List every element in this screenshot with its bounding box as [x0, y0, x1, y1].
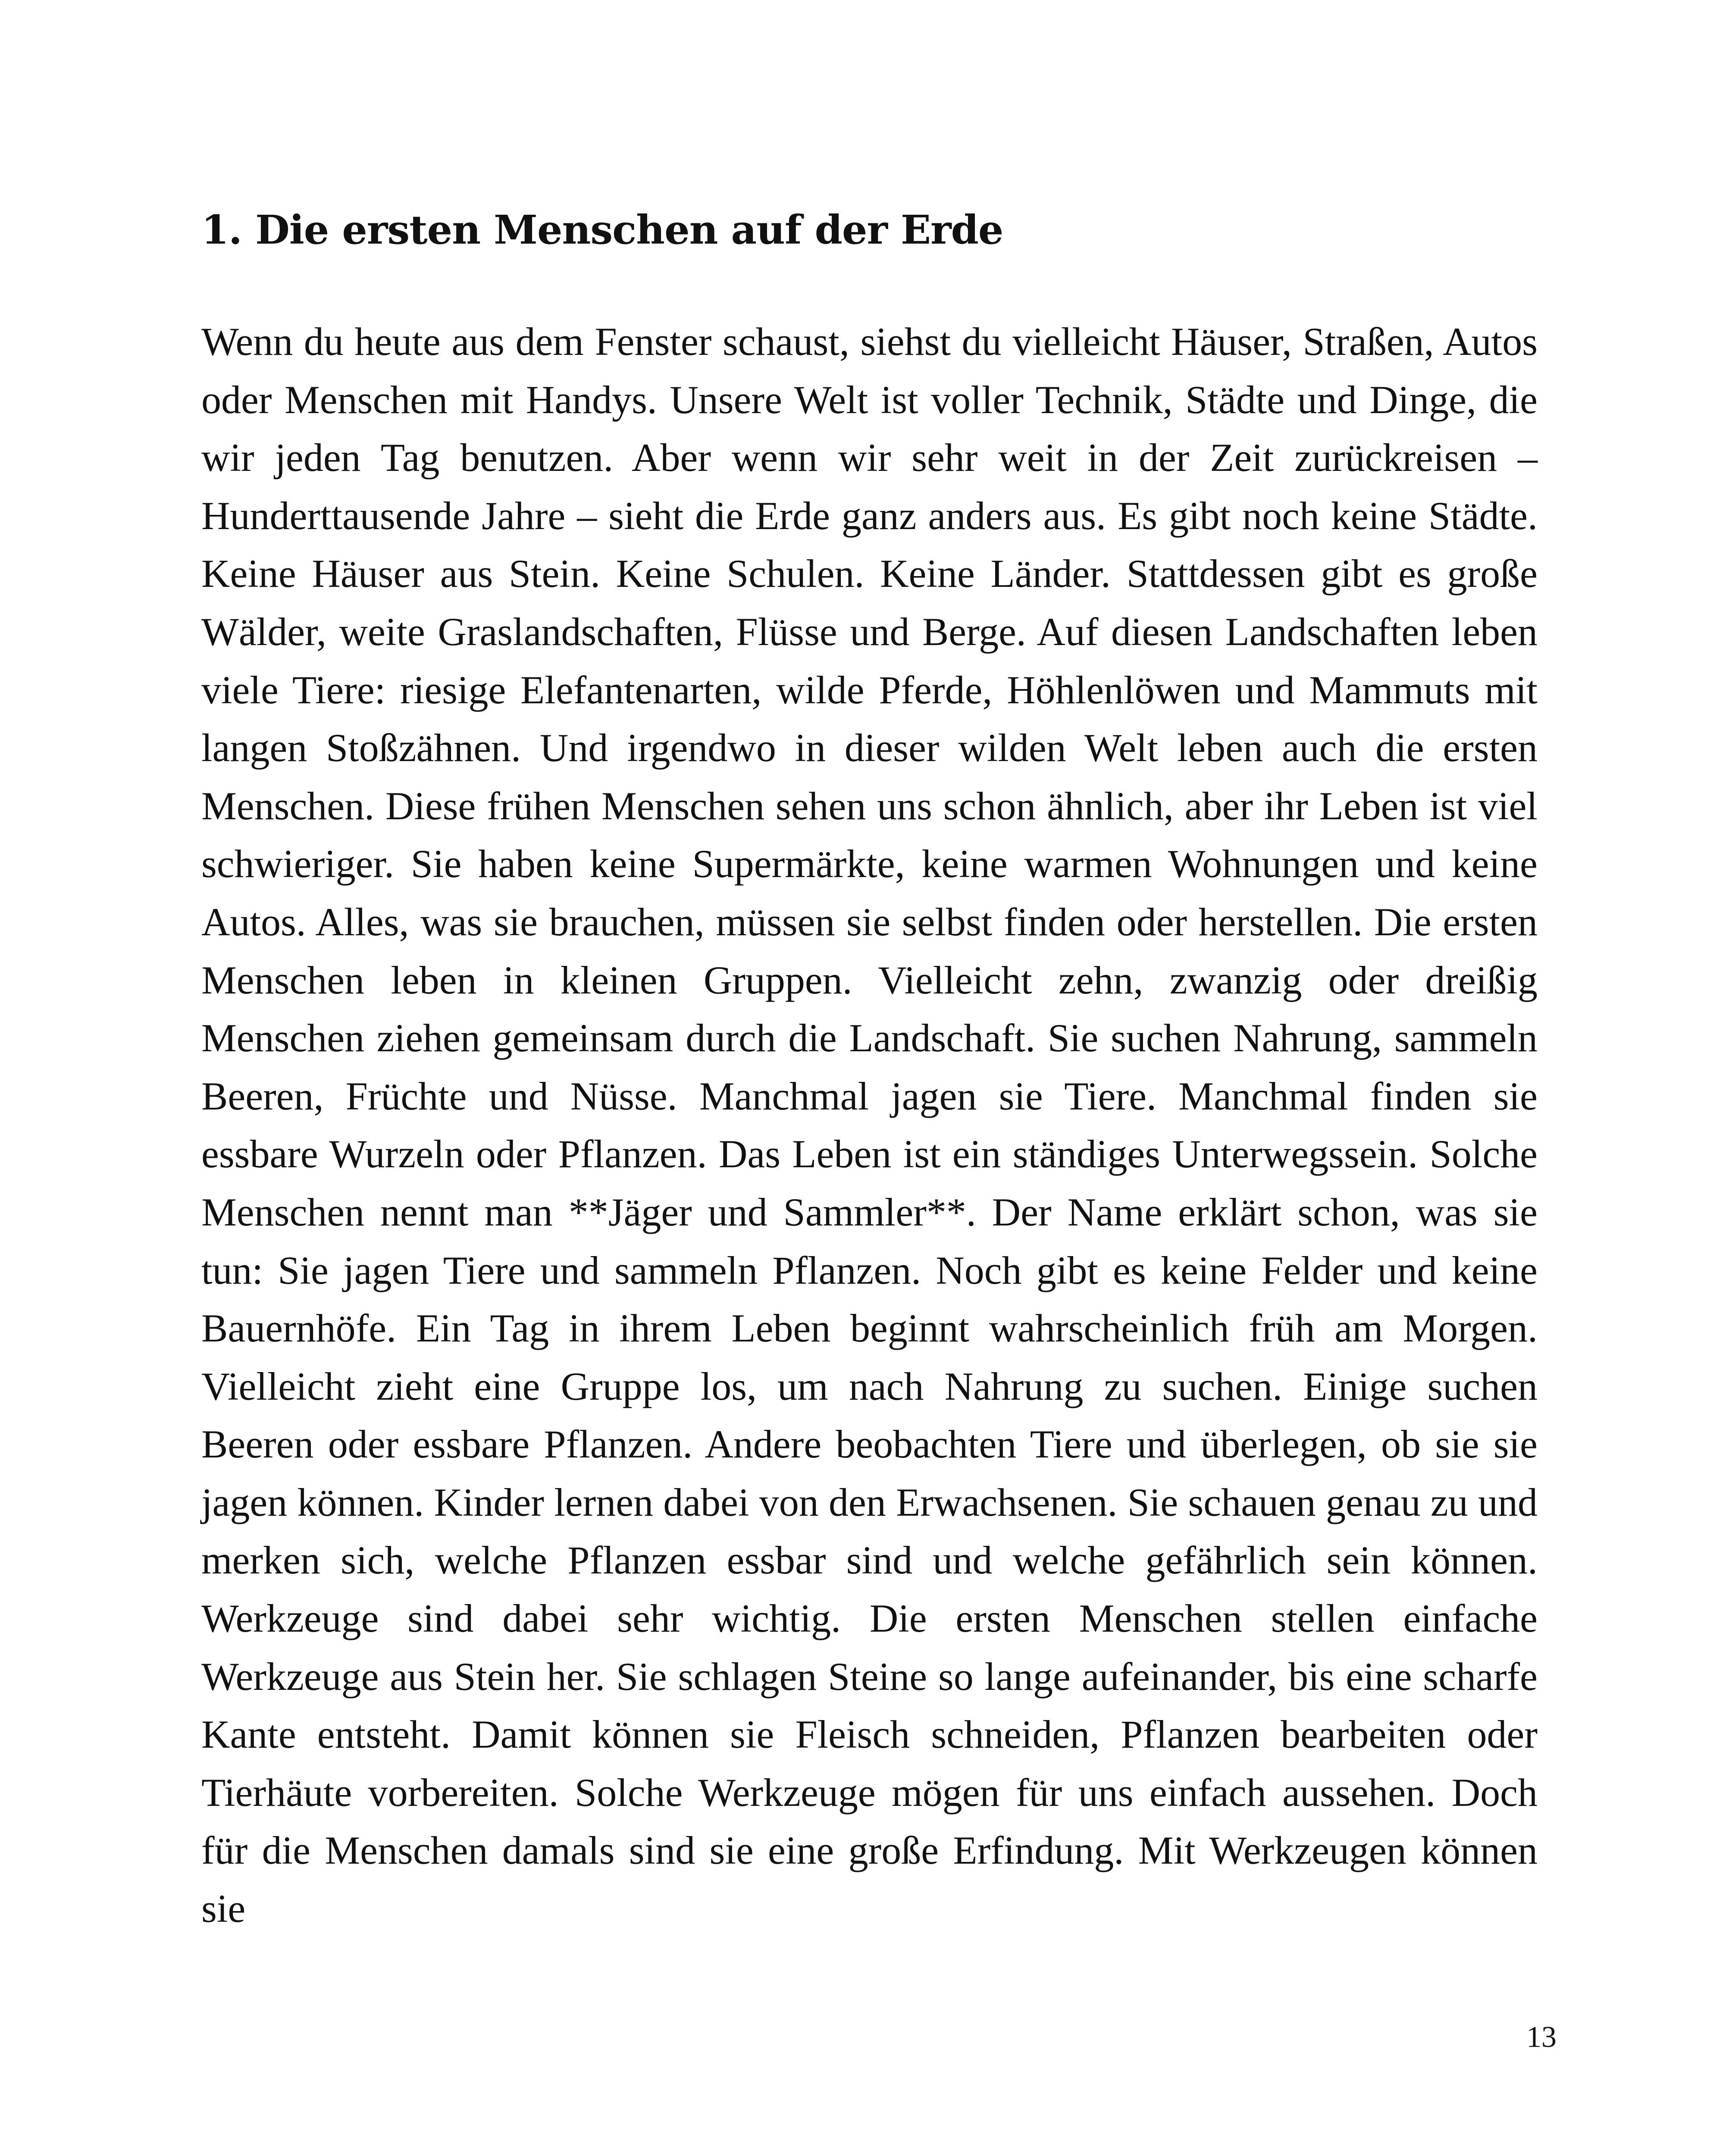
chapter-heading: 1. Die ersten Menschen auf der Erde [201, 207, 1003, 253]
body-paragraph: Wenn du heute aus dem Fenster schaust, siehst du vielleicht Häuser, Straßen, Autos oder Menschen mit Handys. Unsere Welt ist voller Technik, Städte und Dinge, die wir jeden Tag benutzen. Aber wenn wir sehr weit in der Zeit zurückreisen – Hunderttausende Jahre – sieht die Erde ganz anders aus. Es gibt noch keine Städte. Keine Häuser aus Stein. Keine Schulen. Keine Länder. Stattdessen gibt es große Wälder, weite Graslandschaften, Flüsse und Berge. Auf diesen Landschaften leben viele Tiere: riesige Elefantenarten, wilde Pferde, Höhlenlöwen und Mammuts mit langen Stoßzähnen. Und irgendwo in dieser wilden Welt leben auch die ersten Menschen. Diese frühen Menschen sehen uns schon ähnlich, aber ihr Leben ist viel schwieriger. Sie haben keine Supermärkte, keine warmen Wohnungen und keine Autos. Alles, was sie brauchen, müssen sie selbst finden oder herstellen. Die ersten Menschen leben in kleinen Gruppen. Vielleicht zehn, zwanzig oder dreißig Menschen ziehen gemeinsam durch die Landschaft. Sie suchen Nahrung, sammeln Beeren, Früchte und Nüsse. Manchmal jagen sie Tiere. Manchmal finden sie essbare Wurzeln oder Pflanzen. Das Leben ist ein ständiges Unterwegssein. Solche Menschen nennt man **Jäger und Sammler**. Der Name erklärt schon, was sie tun: Sie jagen Tiere und sammeln Pflanzen. Noch gibt es keine Felder und keine Bauernhöfe. Ein Tag in ihrem Leben beginnt wahrscheinlich früh am Morgen. Vielleicht zieht eine Gruppe los, um nach Nahrung zu suchen. Einige suchen Beeren oder essbare Pflanzen. Andere beobachten Tiere und überlegen, ob sie sie jagen können. Kinder lernen dabei von den Erwachsenen. Sie schauen genau zu und merken sich, welche Pflanzen essbar sind und welche gefährlich sein können. Werkzeuge sind dabei sehr wichtig. Die ersten Menschen stellen einfache Werkzeuge aus Stein her. Sie schlagen Steine so lange aufeinander, bis eine scharfe Kante entsteht. Damit können sie Fleisch schneiden, Pflanzen bearbeiten oder Tierhäute vorbereiten. Solche Werkzeuge mögen für uns einfach aussehen. Doch für die Menschen damals sind sie eine große Erfindung. Mit Werkzeugen können sie [201, 320, 1538, 1931]
page-number: 13 [1526, 2021, 1557, 2054]
